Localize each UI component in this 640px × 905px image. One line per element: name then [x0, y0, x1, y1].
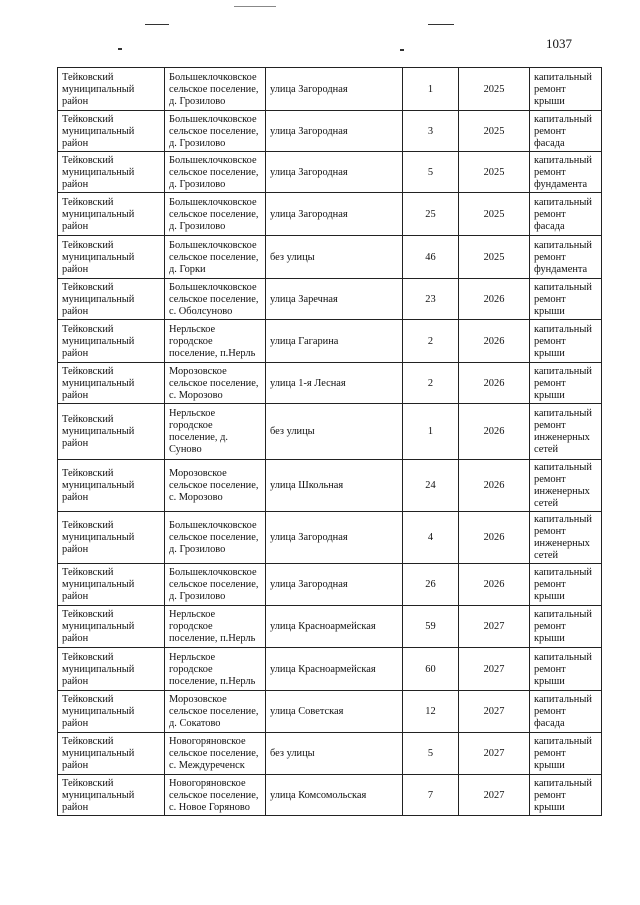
street-cell: улица Красноармейская — [266, 648, 403, 691]
work-type-cell: капитальный ремонт крыши — [530, 775, 602, 816]
table-row — [58, 733, 602, 775]
house-number-cell: 24 — [403, 460, 459, 512]
table-row — [58, 236, 602, 279]
settlement-cell: Новогоряновское сельское поселение, с. Новое Горяново — [165, 775, 266, 816]
year-cell: 2026 — [459, 404, 530, 460]
house-number-cell: 5 — [403, 733, 459, 775]
scan-mark — [118, 48, 122, 50]
street-cell: улица Загородная — [266, 111, 403, 152]
house-number-cell: 46 — [403, 236, 459, 279]
settlement-cell: Большеклочковское сельское поселение, д. Грозилово — [165, 512, 266, 564]
street-cell: улица Комсомольская — [266, 775, 403, 816]
work-type-cell: капитальный ремонт инженерных сетей — [530, 512, 602, 564]
year-cell: 2025 — [459, 111, 530, 152]
work-type-cell: капитальный ремонт крыши — [530, 68, 602, 111]
district-cell: Тейковский муниципальный район — [58, 68, 165, 111]
scan-mark — [145, 24, 169, 25]
table-body — [58, 68, 602, 816]
work-type-cell: капитальный ремонт крыши — [530, 564, 602, 606]
house-number-cell: 59 — [403, 606, 459, 648]
work-type-cell: капитальный ремонт фасада — [530, 111, 602, 152]
year-cell: 2026 — [459, 363, 530, 404]
work-type-cell: капитальный ремонт крыши — [530, 648, 602, 691]
table-row — [58, 564, 602, 606]
district-cell: Тейковский муниципальный район — [58, 564, 165, 606]
house-number-cell: 2 — [403, 363, 459, 404]
house-number-cell: 23 — [403, 279, 459, 320]
house-number-cell: 3 — [403, 111, 459, 152]
district-cell: Тейковский муниципальный район — [58, 320, 165, 363]
street-cell: без улицы — [266, 236, 403, 279]
table-row — [58, 320, 602, 363]
year-cell: 2027 — [459, 775, 530, 816]
work-type-cell: капитальный ремонт инженерных сетей — [530, 404, 602, 460]
district-cell: Тейковский муниципальный район — [58, 279, 165, 320]
year-cell: 2025 — [459, 68, 530, 111]
year-cell: 2027 — [459, 691, 530, 733]
table-row — [58, 775, 602, 816]
work-type-cell: капитальный ремонт фундамента — [530, 236, 602, 279]
settlement-cell: Нерльское городское поселение, п.Нерль — [165, 606, 266, 648]
work-type-cell: капитальный ремонт крыши — [530, 606, 602, 648]
table-row — [58, 404, 602, 460]
street-cell: улица Заречная — [266, 279, 403, 320]
house-number-cell: 25 — [403, 193, 459, 236]
table-row — [58, 606, 602, 648]
settlement-cell: Морозовское сельское поселение, с. Морозово — [165, 460, 266, 512]
year-cell: 2026 — [459, 279, 530, 320]
settlement-cell: Нерльское городское поселение, п.Нерль — [165, 648, 266, 691]
street-cell: без улицы — [266, 404, 403, 460]
settlement-cell: Нерльское городское поселение, п.Нерль — [165, 320, 266, 363]
settlement-cell: Большеклочковское сельское поселение, д. Грозилово — [165, 111, 266, 152]
page-number: 1037 — [546, 36, 572, 51]
house-number-cell: 60 — [403, 648, 459, 691]
settlement-cell: Морозовское сельское поселение, д. Сокатово — [165, 691, 266, 733]
district-cell: Тейковский муниципальный район — [58, 733, 165, 775]
work-type-cell: капитальный ремонт крыши — [530, 363, 602, 404]
table-row — [58, 460, 602, 512]
repair-schedule-table — [57, 67, 602, 816]
house-number-cell: 5 — [403, 152, 459, 193]
year-cell: 2025 — [459, 193, 530, 236]
district-cell: Тейковский муниципальный район — [58, 691, 165, 733]
district-cell: Тейковский муниципальный район — [58, 193, 165, 236]
district-cell: Тейковский муниципальный район — [58, 775, 165, 816]
table-row — [58, 152, 602, 193]
settlement-cell: Большеклочковское сельское поселение, с. Оболсуново — [165, 279, 266, 320]
house-number-cell: 26 — [403, 564, 459, 606]
settlement-cell: Большеклочковское сельское поселение, д. Грозилово — [165, 193, 266, 236]
settlement-cell: Большеклочковское сельское поселение, д. Горки — [165, 236, 266, 279]
work-type-cell: капитальный ремонт фундамента — [530, 152, 602, 193]
street-cell: улица Загородная — [266, 564, 403, 606]
street-cell: улица Школьная — [266, 460, 403, 512]
table-row — [58, 512, 602, 564]
settlement-cell: Большеклочковское сельское поселение, д. Грозилово — [165, 564, 266, 606]
settlement-cell: Большеклочковское сельское поселение, д. Грозилово — [165, 68, 266, 111]
year-cell: 2026 — [459, 564, 530, 606]
street-cell: улица Красноармейская — [266, 606, 403, 648]
house-number-cell: 1 — [403, 68, 459, 111]
settlement-cell: Нерльское городское поселение, д. Суново — [165, 404, 266, 460]
street-cell: улица Загородная — [266, 68, 403, 111]
scan-mark — [400, 49, 404, 51]
year-cell: 2025 — [459, 152, 530, 193]
district-cell: Тейковский муниципальный район — [58, 152, 165, 193]
work-type-cell: капитальный ремонт крыши — [530, 320, 602, 363]
district-cell: Тейковский муниципальный район — [58, 404, 165, 460]
district-cell: Тейковский муниципальный район — [58, 460, 165, 512]
table-row — [58, 193, 602, 236]
year-cell: 2027 — [459, 733, 530, 775]
street-cell: улица Загородная — [266, 193, 403, 236]
table-row — [58, 111, 602, 152]
work-type-cell: капитальный ремонт фасада — [530, 193, 602, 236]
house-number-cell: 7 — [403, 775, 459, 816]
district-cell: Тейковский муниципальный район — [58, 512, 165, 564]
year-cell: 2027 — [459, 606, 530, 648]
table-row — [58, 363, 602, 404]
district-cell: Тейковский муниципальный район — [58, 606, 165, 648]
house-number-cell: 4 — [403, 512, 459, 564]
scan-mark — [428, 24, 454, 25]
district-cell: Тейковский муниципальный район — [58, 363, 165, 404]
table-row — [58, 691, 602, 733]
district-cell: Тейковский муниципальный район — [58, 648, 165, 691]
house-number-cell: 2 — [403, 320, 459, 363]
street-cell: улица Гагарина — [266, 320, 403, 363]
street-cell: без улицы — [266, 733, 403, 775]
scan-mark — [234, 6, 276, 7]
house-number-cell: 12 — [403, 691, 459, 733]
settlement-cell: Новогоряновское сельское поселение, с. Междуреченск — [165, 733, 266, 775]
table-row — [58, 279, 602, 320]
work-type-cell: капитальный ремонт крыши — [530, 733, 602, 775]
district-cell: Тейковский муниципальный район — [58, 236, 165, 279]
year-cell: 2027 — [459, 648, 530, 691]
year-cell: 2026 — [459, 512, 530, 564]
settlement-cell: Морозовское сельское поселение, с. Морозово — [165, 363, 266, 404]
work-type-cell: капитальный ремонт крыши — [530, 279, 602, 320]
district-cell: Тейковский муниципальный район — [58, 111, 165, 152]
house-number-cell: 1 — [403, 404, 459, 460]
table-row — [58, 68, 602, 111]
street-cell: улица Советская — [266, 691, 403, 733]
year-cell: 2025 — [459, 236, 530, 279]
street-cell: улица Загородная — [266, 152, 403, 193]
year-cell: 2026 — [459, 320, 530, 363]
table-row — [58, 648, 602, 691]
settlement-cell: Большеклочковское сельское поселение, д. Грозилово — [165, 152, 266, 193]
year-cell: 2026 — [459, 460, 530, 512]
work-type-cell: капитальный ремонт фасада — [530, 691, 602, 733]
street-cell: улица Загородная — [266, 512, 403, 564]
street-cell: улица 1-я Лесная — [266, 363, 403, 404]
work-type-cell: капитальный ремонт инженерных сетей — [530, 460, 602, 512]
